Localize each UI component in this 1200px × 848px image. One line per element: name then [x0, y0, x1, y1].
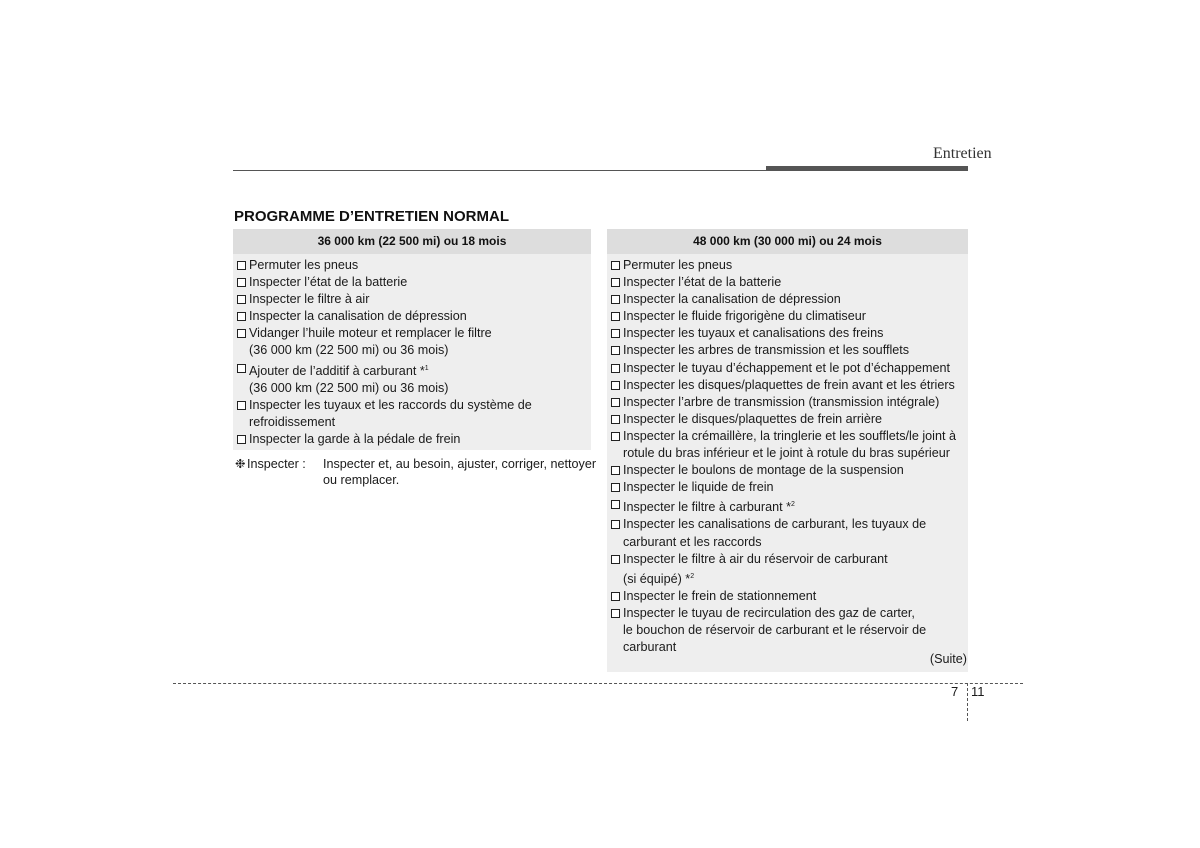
checkbox-icon: [611, 398, 620, 407]
checklist-item: [609, 551, 956, 588]
page-heading: PROGRAMME D’ENTRETIEN NORMAL: [234, 208, 509, 225]
item-text-continued-part: (si équipé) *: [623, 571, 691, 586]
checkbox-icon: [611, 329, 620, 338]
checkbox-icon: [611, 295, 620, 304]
item-text: Inspecter la canalisation de dépression: [623, 292, 841, 307]
item-text-continued: [623, 622, 956, 639]
item-text-continued-part: carburant: [623, 640, 677, 655]
item-text: Inspecter les tuyaux et les raccords du système de: [249, 397, 532, 412]
item-text-continued-part: le bouchon de réservoir de carburant et le réservoir de: [623, 622, 927, 637]
item-text: Inspecter l’état de la batterie: [249, 275, 408, 290]
item-text-continued: [249, 414, 532, 431]
checklist-item: [235, 397, 532, 431]
checklist-item: [609, 291, 956, 308]
item-text-continued: [623, 534, 956, 551]
footer-divider: [967, 683, 968, 721]
note-symbol-icon: ❉: [235, 457, 246, 471]
item-text: Inspecter les canalisations de carburant, les tuyaux de: [623, 517, 927, 532]
checkbox-icon: [237, 295, 246, 304]
left-panel: [233, 254, 591, 450]
checkbox-icon: [611, 483, 620, 492]
checklist-item: [609, 308, 956, 325]
checklist-item: [609, 325, 956, 342]
checklist-item: [609, 479, 956, 496]
checkbox-icon: [611, 466, 620, 475]
page-number: 11: [971, 684, 985, 699]
item-text: Inspecter les disques/plaquettes de frein avant et les étriers: [623, 377, 955, 392]
inspect-note: [235, 456, 603, 488]
checklist-item: [235, 291, 532, 308]
note-text: Inspecter et, au besoin, ajuster, corriger, nettoyer ou remplacer.: [323, 457, 597, 487]
checklist-item: [609, 360, 956, 377]
checklist-item: [235, 308, 532, 325]
note-label: Inspecter :: [247, 457, 306, 471]
checkbox-icon: [237, 401, 246, 410]
left-panel-title: 36 000 km (22 500 mi) ou 18 mois: [233, 229, 591, 254]
item-text: Inspecter les tuyaux et canalisations des freins: [623, 326, 884, 341]
section-title: Entretien: [933, 145, 992, 162]
checkbox-icon: [611, 278, 620, 287]
item-text: Inspecter le fluide frigorigène du climatiseur: [623, 309, 866, 324]
footnote-ref: 1: [424, 364, 429, 372]
checklist-item: [609, 605, 956, 656]
item-text: Inspecter le tuyau d’échappement et le pot d’échappement: [623, 360, 950, 375]
item-text: Ajouter de l’additif à carburant *: [249, 363, 425, 378]
item-text-continued-part: (36 000 km (22 500 mi) ou 36 mois): [249, 343, 449, 358]
right-panel-title: 48 000 km (30 000 mi) ou 24 mois: [607, 229, 968, 254]
footnote-ref: 2: [791, 501, 795, 509]
item-text-continued-part: refroidissement: [249, 414, 336, 429]
item-text: Permuter les pneus: [623, 258, 733, 272]
checklist-item: [235, 360, 532, 397]
checklist-item: [609, 411, 956, 428]
item-text: Inspecter la garde à la pédale de frein: [249, 431, 461, 446]
checklist-item: [609, 342, 956, 359]
checklist-item: [235, 274, 532, 291]
item-text: Permuter les pneus: [249, 258, 359, 272]
checkbox-icon: [611, 346, 620, 355]
item-text: Inspecter le tuyau de recirculation des gaz de carter,: [623, 605, 915, 620]
item-text: Inspecter le filtre à carburant *: [623, 500, 791, 515]
continued-label: (Suite): [929, 652, 967, 666]
checklist-item: [609, 428, 956, 462]
checkbox-icon: [611, 555, 620, 564]
checklist-item: [609, 496, 956, 516]
checklist-item: [609, 516, 956, 550]
right-panel: [607, 254, 968, 672]
footer-rule: [173, 683, 1023, 684]
checkbox-icon: [611, 381, 620, 390]
left-checklist: [235, 257, 532, 448]
item-text-continued-part: carburant et les raccords: [623, 534, 762, 549]
item-text-continued: [623, 445, 956, 462]
item-text-continued-part: (36 000 km (22 500 mi) ou 36 mois): [249, 380, 449, 395]
checklist-item: [235, 431, 532, 448]
checklist-item: [609, 394, 956, 411]
item-text: Inspecter le frein de stationnement: [623, 588, 817, 603]
checkbox-icon: [237, 435, 246, 444]
checkbox-icon: [237, 278, 246, 287]
checklist-item: [235, 325, 532, 359]
item-text-continued: [249, 380, 532, 397]
item-text: Inspecter le filtre à air: [249, 292, 370, 307]
item-text: Inspecter l’état de la batterie: [623, 275, 782, 290]
header-bar: [766, 166, 968, 171]
checkbox-icon: [611, 500, 620, 509]
checkbox-icon: [237, 312, 246, 321]
checkbox-icon: [237, 261, 246, 270]
checklist-item: [235, 257, 532, 274]
item-text: Inspecter les arbres de transmission et les soufflets: [623, 343, 910, 358]
checkbox-icon: [237, 329, 246, 338]
checkbox-icon: [611, 520, 620, 529]
item-text: Inspecter la canalisation de dépression: [249, 309, 467, 324]
checklist-item: [609, 274, 956, 291]
checklist-item: [609, 257, 956, 274]
item-text: Inspecter le filtre à air du réservoir de carburant: [623, 551, 888, 566]
checkbox-icon: [611, 415, 620, 424]
item-text-continued: [249, 342, 532, 359]
item-text: Inspecter la crémaillère, la tringlerie et les soufflets/le joint à: [623, 428, 956, 443]
footnote-ref: 2: [690, 572, 695, 580]
item-text: Inspecter le disques/plaquettes de frein arrière: [623, 411, 883, 426]
item-text-continued: [623, 568, 956, 588]
checkbox-icon: [611, 261, 620, 270]
item-text: Inspecter l’arbre de transmission (transmission intégrale): [623, 394, 940, 409]
checkbox-icon: [611, 364, 620, 373]
checkbox-icon: [611, 432, 620, 441]
item-text: Vidanger l’huile moteur et remplacer le filtre: [249, 326, 492, 341]
checklist-item: [609, 462, 956, 479]
right-checklist: [609, 257, 956, 656]
checkbox-icon: [611, 312, 620, 321]
checkbox-icon: [611, 592, 620, 601]
checkbox-icon: [237, 364, 246, 373]
chapter-number: 7: [951, 684, 959, 699]
checklist-item: [609, 377, 956, 394]
checkbox-icon: [611, 609, 620, 618]
item-text: Inspecter le liquide de frein: [623, 480, 774, 495]
item-text-continued: [623, 639, 956, 656]
item-text: Inspecter le boulons de montage de la suspension: [623, 463, 904, 478]
checklist-item: [609, 588, 956, 605]
item-text-continued-part: rotule du bras inférieur et le joint à rotule du bras supérieur: [623, 446, 950, 461]
